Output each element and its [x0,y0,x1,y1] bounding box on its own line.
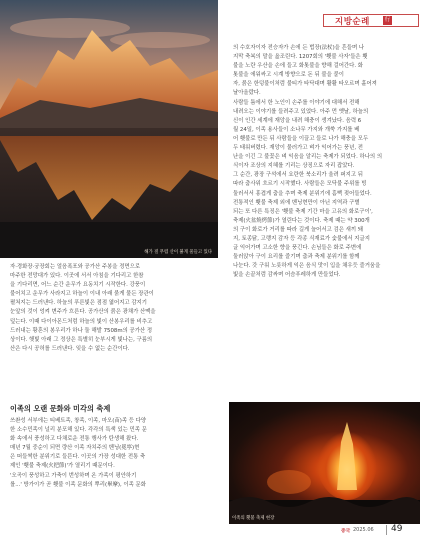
text-line: 상이다. 햇빛 아래 그 정상은 특별히 눈부시게 빛나는, 구름의 [10,336,153,343]
section-heading: 이족의 오랜 문화와 미각의 축제 [10,404,111,413]
text-line: 를...' 방가이가 곧 횃불 이족 문화의 뿌리(畢摩), 이족 문화 [10,481,146,488]
left-column-text [10,263,215,354]
issue-date: 2025.06 [353,527,374,533]
text-line: 의 수호자이자 전승자가 손에 든 법장(法杖)을 흔들며 나 [233,45,365,51]
text-line: 둘러앉아 구이 요리를 즐기며 춤과 축제 분위기를 함께 [233,254,360,261]
text-line: 빛을 손끝처럼 감싸며 어슴푸레하게 만들었다. [233,272,341,279]
text-line: 나눈다. 갓 구워 노릇하게 익은 음식 맛이 입을 채우듯 즐거움을 [233,263,381,270]
text-line: 자, 붉은 한덩불이처럼 불티가 타닥대며 활활 타오르며 흩어져 [233,81,377,88]
page-number: 49 [391,524,403,534]
section-header [323,14,419,27]
page-footer [341,524,419,536]
mountain-illustration [0,0,218,258]
text-line: 마주한 전망대가 있다. 이곳에 서서 아침을 기다리고 한참 [10,273,144,280]
mountain-sunset-photo [0,0,218,258]
photo-caption: 해가 질 무렵 산이 붉게 물들고 있다 [144,250,212,255]
text-line: 불어치고 운무가 사라지고 하늘이 이내 아래 붉게 물든 장관이 [10,291,154,298]
text-line: 축제(火盆燒烤節)가 열린다는 것이다. 축제 때는 약 300개 [233,217,370,224]
text-line: '오곡이 풍성하고 가축이 번성하며 온 가족이 평안하기 [10,472,137,479]
text-line: 쓰촨성 서부에는 티베트족, 창족, 이족, 마오(苗)족 등 다양 [10,418,147,424]
text-line: 자·경화장·궁장회는 얼음폭포와 공가산 주봉을 정면으로 [10,264,141,270]
text-line: 눈앞의 것이 엉켜 변주가 흐른다. 공가산의 붉은 광채가 산맥을 [10,309,156,316]
text-line: 톳불을 에워싸고 시계 방향으로 돈 뒤 불을 붙이 [233,72,344,79]
section-label: 지방순례 [335,17,370,27]
fire-illustration [229,402,420,524]
text-line: 따라 춤사위 흐르기 시작했다. 사람들은 모닥불 주위를 빙 [233,181,367,188]
text-line: 둘러서서 흥겹게 춤을 추며 축제 분위기에 흠뻑 젖어들었다. [233,190,372,197]
text-line: 두 태워버렸다. 재앙이 물러가고 벼가 익어가는 풍년, 전 [233,145,363,152]
text-line: 제인 '횃불 축제(火把節)'가 열리기 때문이다. [10,463,115,470]
text-line: 어 횃불로 만든 뒤 사람들을 이끌고 들로 나가 해충을 모두 [233,135,369,142]
text-line: 화 속에서 풍성하고 다채로운 전통 행사가 탄생해 왔다. [10,436,139,443]
magazine-name: 중국 [341,529,351,534]
text-line: 글 익어가며 고소한 향을 풍긴다. 손님들은 화로 주변에 [233,245,362,252]
text-line: 월 24일, 이족 용사들이 소나무 가지와 개쑥 가지를 베 [233,126,360,133]
right-column-text [233,44,419,280]
photo-caption: 이족의 횃불 축제 현장 [232,516,275,521]
text-line: 불을 노란 우산을 손에 들고 화톳불을 향해 걸어간다. 화 [233,63,363,70]
text-line: 펼쳐지는 드러낸다. 하늘의 푸른빛은 점점 엷어지고 감지기 [10,300,147,307]
text-line: 은 떠들썩한 분위기로 들뜬다. 이곳의 가장 성대한 전통 축 [10,454,146,461]
text-line: 그 순간, 광장 구석에서 요란한 북소리가 울려 퍼지고 뒤 [233,172,363,179]
text-line: 되는 또 다른 특징은 '횃불 축제 기간 마을 고유의 화로구이', [233,208,373,215]
text-line: 한 소수민족이 널리 분포해 있다. 각각의 특색 있는 민족 문 [10,427,147,434]
text-line: 식이자 조상의 지혜를 기리는 상징으로 자리 잡았다. [233,163,355,170]
text-line: 신이 인간 세계에 재앙을 내려 해충이 생겨났다. 음력 6 [233,117,362,124]
text-line: 의 구이 화로가 거리를 따라 길게 늘어서고 검은 새끼 돼 [233,226,363,233]
text-line: 내려오는 이야기를 들려주고 있었다. 아주 먼 옛날, 하늘의 [233,108,369,115]
text-line: 지막 축복의 말을 읊조린다. 1207회의 '횃불 사자'들은 횃 [233,54,368,61]
text-line: 덮는다. 이때 다이아몬드처럼 하늘의 빛이 산봉우리를 비추고 [10,318,153,325]
text-line: 산은 다시 공허를 드러낸다. 잊을 수 없는 순간이다. [10,345,130,352]
section-mark: 行 [384,17,391,23]
left-column-text-2 [10,417,215,490]
text-line: 을 기다리면, 어느 순간 운무가 요동치기 시작한다. 강풍이 [10,282,146,289]
text-line: 사람들 틈에서 한 노인이 손주를 이야기에 대해서 전해 [233,99,360,106]
text-line: 매년 7월 중순이 되면 량산 이족 자치주의 벤닝(冕寧)현 [10,445,140,452]
footer-divider [386,525,387,535]
text-line: 드러내는 황혼의 봉우리가 하나 둘 해발 7508m의 공가산 정 [10,327,153,334]
text-line: 난을 이긴 그 불꽃은 벼 익음을 알리는 축제가 되었다. 하나의 의 [233,154,383,161]
text-line: 지, 토종닭, 고랭지 감자 등 각종 식재료가 숯불에서 지글지 [233,235,370,242]
text-line: 날아올랐다. [233,90,261,97]
text-line: 전통적인 횃불 축제 외에 벤닝현만이 아닌 지역과 구별 [233,199,360,206]
torch-festival-photo [229,402,420,524]
